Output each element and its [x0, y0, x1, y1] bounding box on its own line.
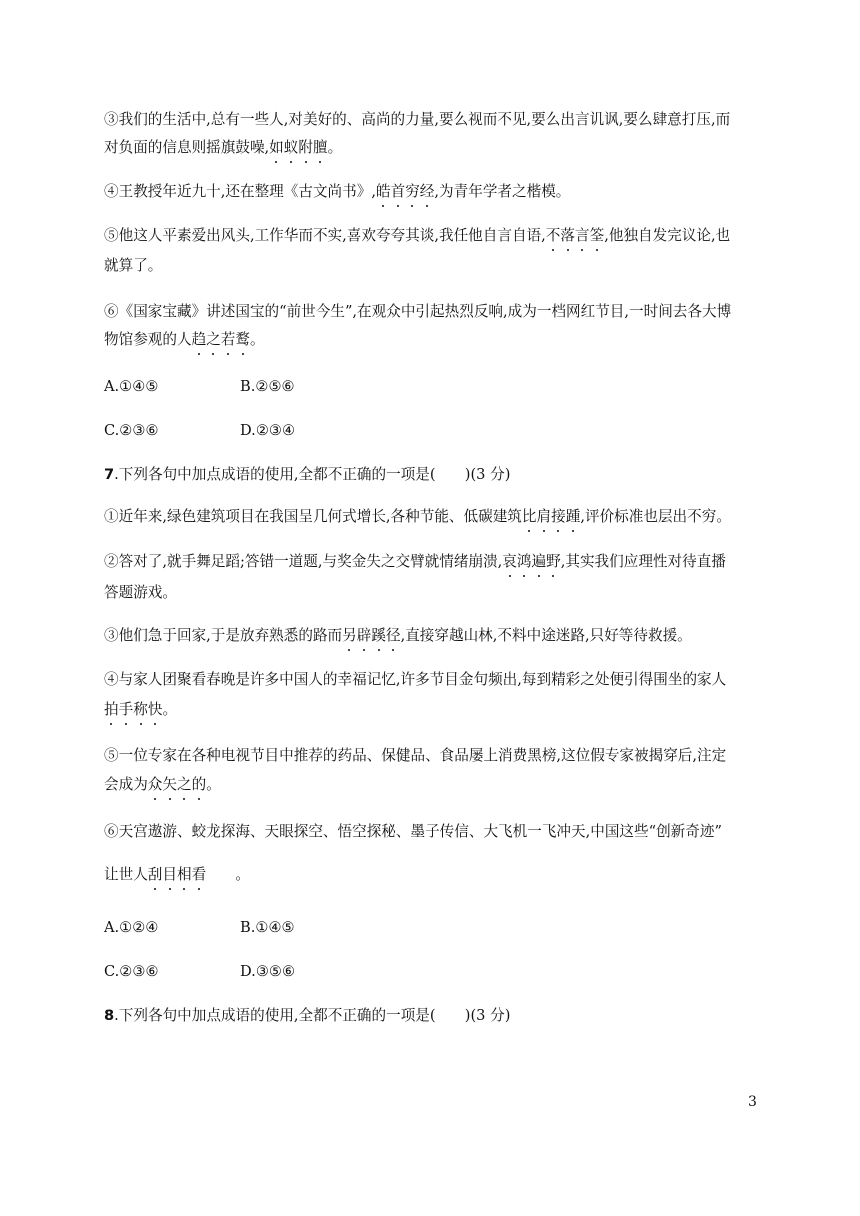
- dotted-char: 相: [177, 866, 192, 883]
- text-segment: ,他独自发完议论,也: [604, 227, 731, 244]
- q6-sentence-5-line-2: 就算了。: [104, 257, 163, 274]
- text-segment: ②答对了,就手舞足蹈;答错一道题,与奖金失之交臂就情绪崩溃,: [104, 553, 503, 570]
- dotted-char: 目: [162, 866, 178, 883]
- q7-sentence-6-line-1: ⑥天宫遨游、蛟龙探海、天眼探空、悟空探秘、墨子传信、大飞机一飞冲天,中国这些“创新奇迹”: [104, 823, 722, 840]
- dotted-char: 之: [206, 331, 221, 348]
- q7-sentence-4-line-2: [104, 700, 764, 720]
- dotted-char: 附: [298, 139, 313, 156]
- dotted-char: 蹊: [371, 627, 386, 644]
- dotted-char: 遍: [531, 553, 547, 570]
- dotted-char: 之: [177, 776, 192, 793]
- dotted-char: 哀: [502, 553, 517, 570]
- text-segment: ,直接穿越山林,不料中途迷路,只好等待救援。: [400, 627, 692, 644]
- dotted-char: 快: [147, 701, 163, 718]
- q7-option-d[interactable]: D.③⑤⑥: [240, 963, 296, 980]
- dotted-char: 膻: [313, 139, 328, 156]
- dotted-char: 径: [385, 627, 401, 644]
- dotted-char: 矢: [162, 776, 178, 793]
- dotted-char: 另: [342, 627, 357, 644]
- q6-sentence-4: [104, 182, 764, 202]
- text-segment: 。: [250, 331, 265, 348]
- dotted-char: 蚁: [283, 139, 299, 156]
- text-segment: 。: [327, 139, 343, 156]
- q7-sentence-4-line-1: ④与家人团聚看春晚是许多中国人的幸福记忆,许多节目金句频出,每到精彩之处便引得围坐的家人: [104, 671, 727, 688]
- q6-option-b[interactable]: B.②⑤⑥: [240, 378, 295, 395]
- dotted-char: 称: [133, 701, 148, 718]
- question-number: 8: [104, 1007, 115, 1024]
- q7-option-b[interactable]: B.①④⑤: [240, 919, 295, 936]
- q6-option-d[interactable]: D.②③④: [240, 422, 296, 439]
- dotted-char: 落: [560, 227, 575, 244]
- dotted-char: 皓: [375, 183, 391, 200]
- q7-sentence-6-line-2: [104, 865, 764, 885]
- text-segment: ③他们急于回家,于是放弃熟悉的路而: [104, 627, 343, 644]
- dotted-char: 肩: [536, 508, 552, 525]
- dotted-char: 趋: [191, 331, 207, 348]
- q7-stem: [104, 465, 764, 485]
- dotted-char: 手: [118, 701, 134, 718]
- text-segment: 对负面的信息则摇旗鼓噪,: [104, 139, 270, 156]
- text-segment: ④王教授年近九十,还在整理《古文尚书》,: [104, 183, 376, 200]
- q7-sentence-1: [104, 507, 764, 527]
- dotted-char: 若: [220, 331, 236, 348]
- q6-sentence-6-line-1: ⑥《国家宝藏》讲述国宝的“前世今生”,在观众中引起热烈反响,成为一档网红节目,一时间去各大博: [104, 303, 732, 320]
- question-number: 7: [104, 466, 115, 483]
- dotted-char: 筌: [589, 227, 605, 244]
- text-segment: 物馆参观的人: [104, 331, 192, 348]
- dotted-char: 言: [575, 227, 590, 244]
- dotted-char: 经: [419, 183, 435, 200]
- dotted-char: 的: [191, 776, 207, 793]
- text-segment: .下列各句中加点成语的使用,全都不正确的一项是( )(3 分): [114, 466, 511, 483]
- q6-option-c[interactable]: C.②③⑥: [104, 422, 159, 439]
- text-segment: ①近年来,绿色建筑项目在我国呈几何式增长,各种节能、低碳建筑: [104, 508, 522, 525]
- text-segment: ,为青年学者之楷模。: [434, 183, 571, 200]
- q7-option-c[interactable]: C.②③⑥: [104, 963, 159, 980]
- text-segment: 让世人: [104, 866, 148, 883]
- dotted-char: 拍: [104, 701, 119, 718]
- dotted-char: 不: [545, 227, 561, 244]
- dotted-char: 穷: [405, 183, 420, 200]
- text-segment: 。: [206, 866, 251, 883]
- text-segment: ,其实我们应理性对待直播: [560, 553, 726, 570]
- dotted-char: 鹜: [235, 331, 251, 348]
- dotted-char: 比: [521, 508, 537, 525]
- q6-sentence-5-line-1: [104, 226, 764, 246]
- q8-stem: [104, 1006, 764, 1026]
- q6-option-a[interactable]: A.①④⑤: [104, 378, 159, 395]
- dotted-char: 接: [551, 508, 566, 525]
- q6-sentence-3-line-1: ③我们的生活中,总有一些人,对美好的、高尚的力量,要么视而不见,要么出言讥讽,要么肆意打压,而: [104, 111, 731, 128]
- q7-sentence-5-line-1: ⑤一位专家在各种电视节目中推荐的药品、保健品、食品屡上消费黑榜,这位假专家被揭穿后,注定: [104, 747, 727, 764]
- text-segment: 会成为: [104, 776, 148, 793]
- text-segment: .下列各句中加点成语的使用,全都不正确的一项是( )(3 分): [114, 1007, 511, 1024]
- q7-sentence-5-line-2: [104, 775, 764, 795]
- dotted-char: 首: [390, 183, 406, 200]
- q6-sentence-6-line-2: [104, 330, 764, 350]
- text-segment: 。: [206, 776, 221, 793]
- q7-sentence-2-line-2: 答题游戏。: [104, 584, 177, 601]
- text-segment: ,评价标准也层出不穷。: [580, 508, 731, 525]
- dotted-char: 踵: [565, 508, 581, 525]
- dotted-char: 众: [147, 776, 163, 793]
- dotted-char: 鸿: [516, 553, 532, 570]
- q6-sentence-3-line-2: [104, 138, 764, 158]
- q7-option-a[interactable]: A.①②④: [104, 919, 159, 936]
- page-number: 3: [748, 1094, 757, 1110]
- q7-sentence-2-line-1: [104, 552, 764, 572]
- dotted-char: 如: [269, 139, 284, 156]
- dotted-char: 辟: [356, 627, 372, 644]
- dotted-char: 野: [546, 553, 561, 570]
- dotted-char: 看: [191, 866, 207, 883]
- text-segment: 。: [162, 701, 178, 718]
- text-segment: ⑤他这人平素爱出风头,工作华而不实,喜欢夸夸其谈,我任他自言自语,: [104, 227, 546, 244]
- dotted-char: 刮: [147, 866, 163, 883]
- q7-sentence-3: [104, 626, 764, 646]
